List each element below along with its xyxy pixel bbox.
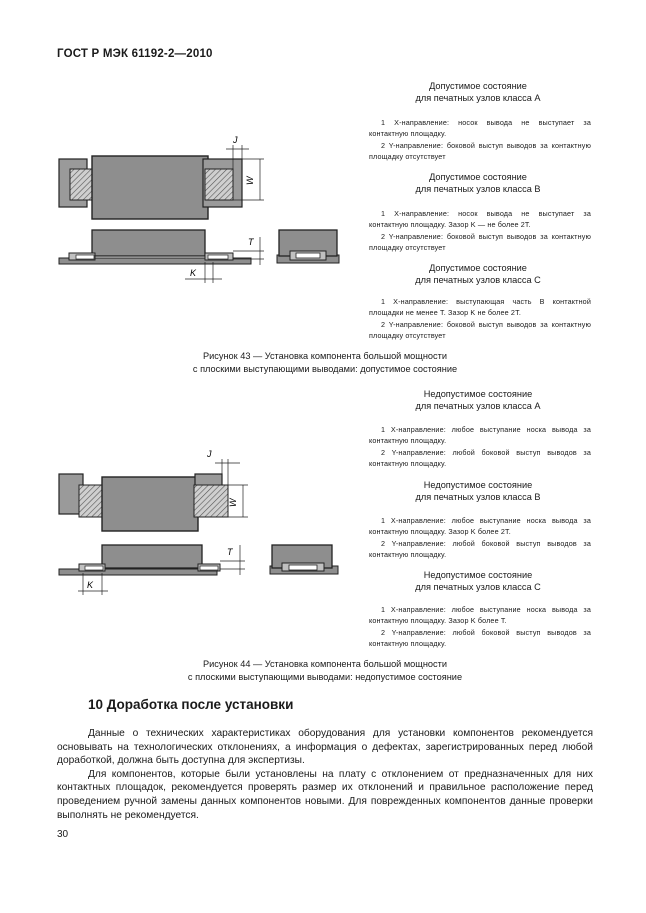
side-left-lead (85, 566, 103, 570)
dim-t-label: T (248, 237, 254, 247)
dim-k-label: K (190, 268, 197, 278)
right-lead (205, 169, 233, 200)
paragraph-2: Для компонентов, которые были установлены на плату с отклонением от предназначенных для них контактных площадок, рекомендуется проверять размер их отклонений и правильное расположение перед проведением ручной замены данных компонентов новыми. Для поврежденных компонентов данные проверки выполнять не рекомендуется. (57, 768, 593, 821)
side-right-lead (200, 566, 218, 570)
figure-44-caption: Рисунок 44 — Установка компонента большой мощности с плоскими выступающими выводами: недопустимое состояние (187, 659, 463, 682)
end-lead (289, 565, 317, 570)
section-body (57, 727, 593, 822)
fig43-notes-c: 1 X-направление: выступающая часть В контактной площадки не менее T. Зазор K не более 2T. 2 Y-направление: боковой выступ выводов за контактную площадку отсутствует (369, 297, 591, 340)
side-body (102, 545, 202, 568)
page-number: 30 (57, 829, 69, 840)
dim-j-label: J (207, 449, 212, 459)
top-view (59, 449, 248, 531)
component-body (102, 477, 198, 531)
component-body (92, 156, 208, 219)
dim-w-label: W (228, 498, 238, 507)
section-title: 10 Доработка после установки (88, 697, 294, 712)
side-body (92, 230, 205, 256)
side-view (59, 230, 264, 283)
fig43-notes-a: 1 X-направление: носок вывода не выступает за контактную площадку. 2 Y-направление: боковой выступ выводов за контактную площадку отсутствует (369, 118, 591, 161)
dim-k-label: K (87, 580, 94, 590)
left-lead (79, 485, 105, 517)
fig44-title-c: Недопустимое состояние для печатных узлов класса С (415, 570, 541, 592)
document-header: ГОСТ Р МЭК 61192-2—2010 (57, 48, 213, 60)
end-lead (296, 253, 320, 258)
fig44-title-b: Недопустимое состояние для печатных узлов класса В (415, 480, 541, 502)
fig43-title-b: Допустимое состояние для печатных узлов класса В (415, 172, 541, 194)
side-view (59, 545, 245, 595)
figure-43-caption: Рисунок 43 — Установка компонента большой мощности с плоскими выступающими выводами: допустимое состояние (192, 351, 458, 374)
fig44-notes-b: 1 X-направление: любое выступание носка вывода за контактную площадку. Зазор K более 2T. 2 Y-направление: любой боковой выступ выводов за контактную площадку. (369, 516, 591, 559)
figure-43-drawing (50, 125, 350, 295)
dim-j-label: J (233, 135, 238, 145)
fig43-title-c: Допустимое состояние для печатных узлов класса С (415, 263, 541, 285)
end-view (277, 230, 339, 263)
side-left-lead (76, 255, 94, 259)
paragraph-1: Данные о технических характеристиках оборудования для установки компонентов рекомендуется основывать на технологических отклонениях, а информация о дефектах, зарегистрированных перед любой доработкой, должна быть доступна для экспертизы. (57, 728, 593, 767)
figure-44-drawing (50, 445, 350, 620)
top-view (59, 135, 264, 219)
right-lead (194, 485, 228, 517)
fig43-notes-b: 1 X-направление: носок вывода не выступает за контактную площадку. Зазор K — не более 2T. 2 Y-направление: боковой выступ выводов за контактную площадку отсутствует (369, 209, 591, 252)
fig44-notes-c: 1 X-направление: любое выступание носка вывода за контактную площадку. Зазор K более T. 2 Y-направление: любой боковой выступ выводов за контактную площадку. (369, 605, 591, 648)
fig44-title-a: Недопустимое состояние для печатных узлов класса А (415, 389, 541, 411)
end-view (270, 545, 338, 574)
fig43-title-a: Допустимое состояние для печатных узлов класса А (415, 81, 541, 103)
fig44-notes-a: 1 X-направление: любое выступание носка вывода за контактную площадку. 2 Y-направление: любой боковой выступ выводов за контактную площадку. (369, 425, 591, 468)
dim-t-label: T (227, 547, 233, 557)
dim-w-label: W (245, 176, 255, 185)
side-right-lead (208, 255, 228, 259)
